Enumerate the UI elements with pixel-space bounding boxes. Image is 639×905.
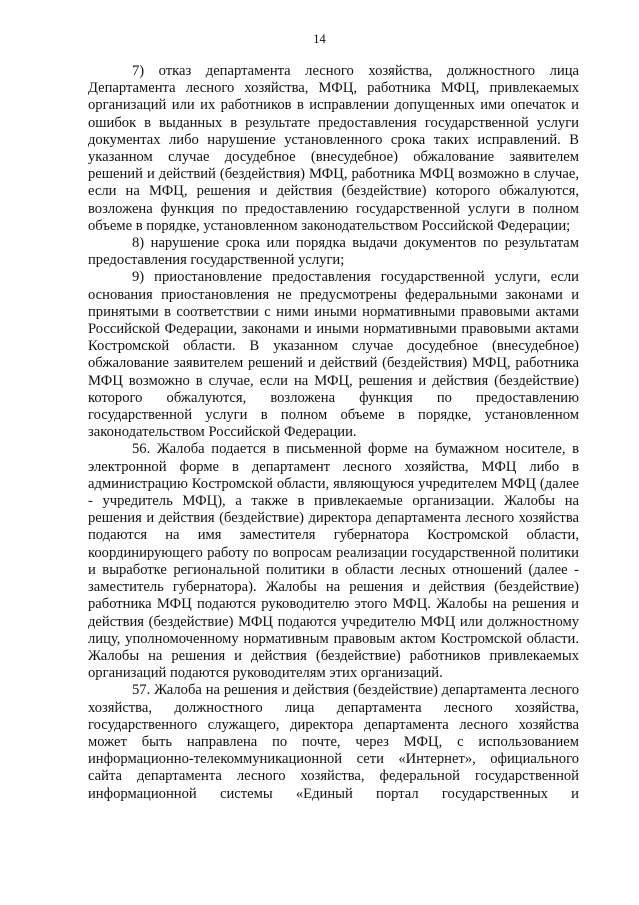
page-number: 14 xyxy=(313,32,326,46)
document-body xyxy=(88,63,579,803)
paragraph-item-7: 7) отказ департамента лесного хозяйства, должностного лица Департамента лесного хозяйства, МФЦ, работника МФЦ, привлекаемых организаций или их работников в исправлении допущенных ими опечаток и ошибок в выданных в результате предоставления государственной услуги документах либо нарушение установленного срока таких исправлений. В указанном случае досудебное (внесудебное) обжалование заявителем решений и действий (бездействия) МФЦ, работника МФЦ возможно в случае, если на МФЦ, решения и действия (бездействие) которого обжалуются, возложена функция по предоставлению государственной услуги в полном объеме в порядке, установленном законодательством Российской Федерации; xyxy=(88,63,579,234)
paragraph-item-9: 9) приостановление предоставления государственной услуги, если основания приостановления не предусмотрены федеральными законами и принятыми в соответствии с ними иными нормативными правовыми актами Российской Федерации, законами и иными нормативными правовыми актами Костромской области. В указанном случае досудебное (внесудебное) обжалование заявителем решений и действий (бездействия) МФЦ, работника МФЦ возможно в случае, если на МФЦ, решения и действия (бездействие) которого обжалуются, возложена функция по предоставлению государственной услуги в полном объеме в порядке, установленном законодательством Российской Федерации. xyxy=(88,269,579,441)
paragraph-56: 56. Жалоба подается в письменной форме на бумажном носителе, в электронной форме в департамент лесного хозяйства, МФЦ либо в администрацию Костромской области, являющуюся учредителем МФЦ (далее - учредитель МФЦ), а также в привлекаемые организации. Жалобы на решения и действия (бездействие) директора департамента лесного хозяйства подаются на имя заместителя губернатора Костромской области, координирующего работу по вопросам реализации государственной политики и выработке региональной политики в области лесных отношений (далее - заместитель губернатора). Жалобы на решения и действия (бездействие) работника МФЦ подаются руководителю этого МФЦ. Жалобы на решения и действия (бездействие) МФЦ подаются учредителю МФЦ или должностному лицу, уполномоченному нормативным правовым актом Костромской области. Жалобы на решения и действия (бездействие) работников привлекаемых организаций подаются руководителям этих организаций. xyxy=(88,441,579,682)
paragraph-57: 57. Жалоба на решения и действия (бездействие) департамента лесного хозяйства, должностного лица департамента лесного хозяйства, государственного служащего, директора департамента лесного хозяйства может быть направлена по почте, через МФЦ, с использованием информационно-телекоммуникационной сети «Интернет», официального сайта департамента лесного хозяйства, федеральной государственной информационной системы «Единый портал государственных и xyxy=(88,682,579,802)
paragraph-item-8: 8) нарушение срока или порядка выдачи документов по результатам предоставления государственной услуги; xyxy=(88,235,579,269)
